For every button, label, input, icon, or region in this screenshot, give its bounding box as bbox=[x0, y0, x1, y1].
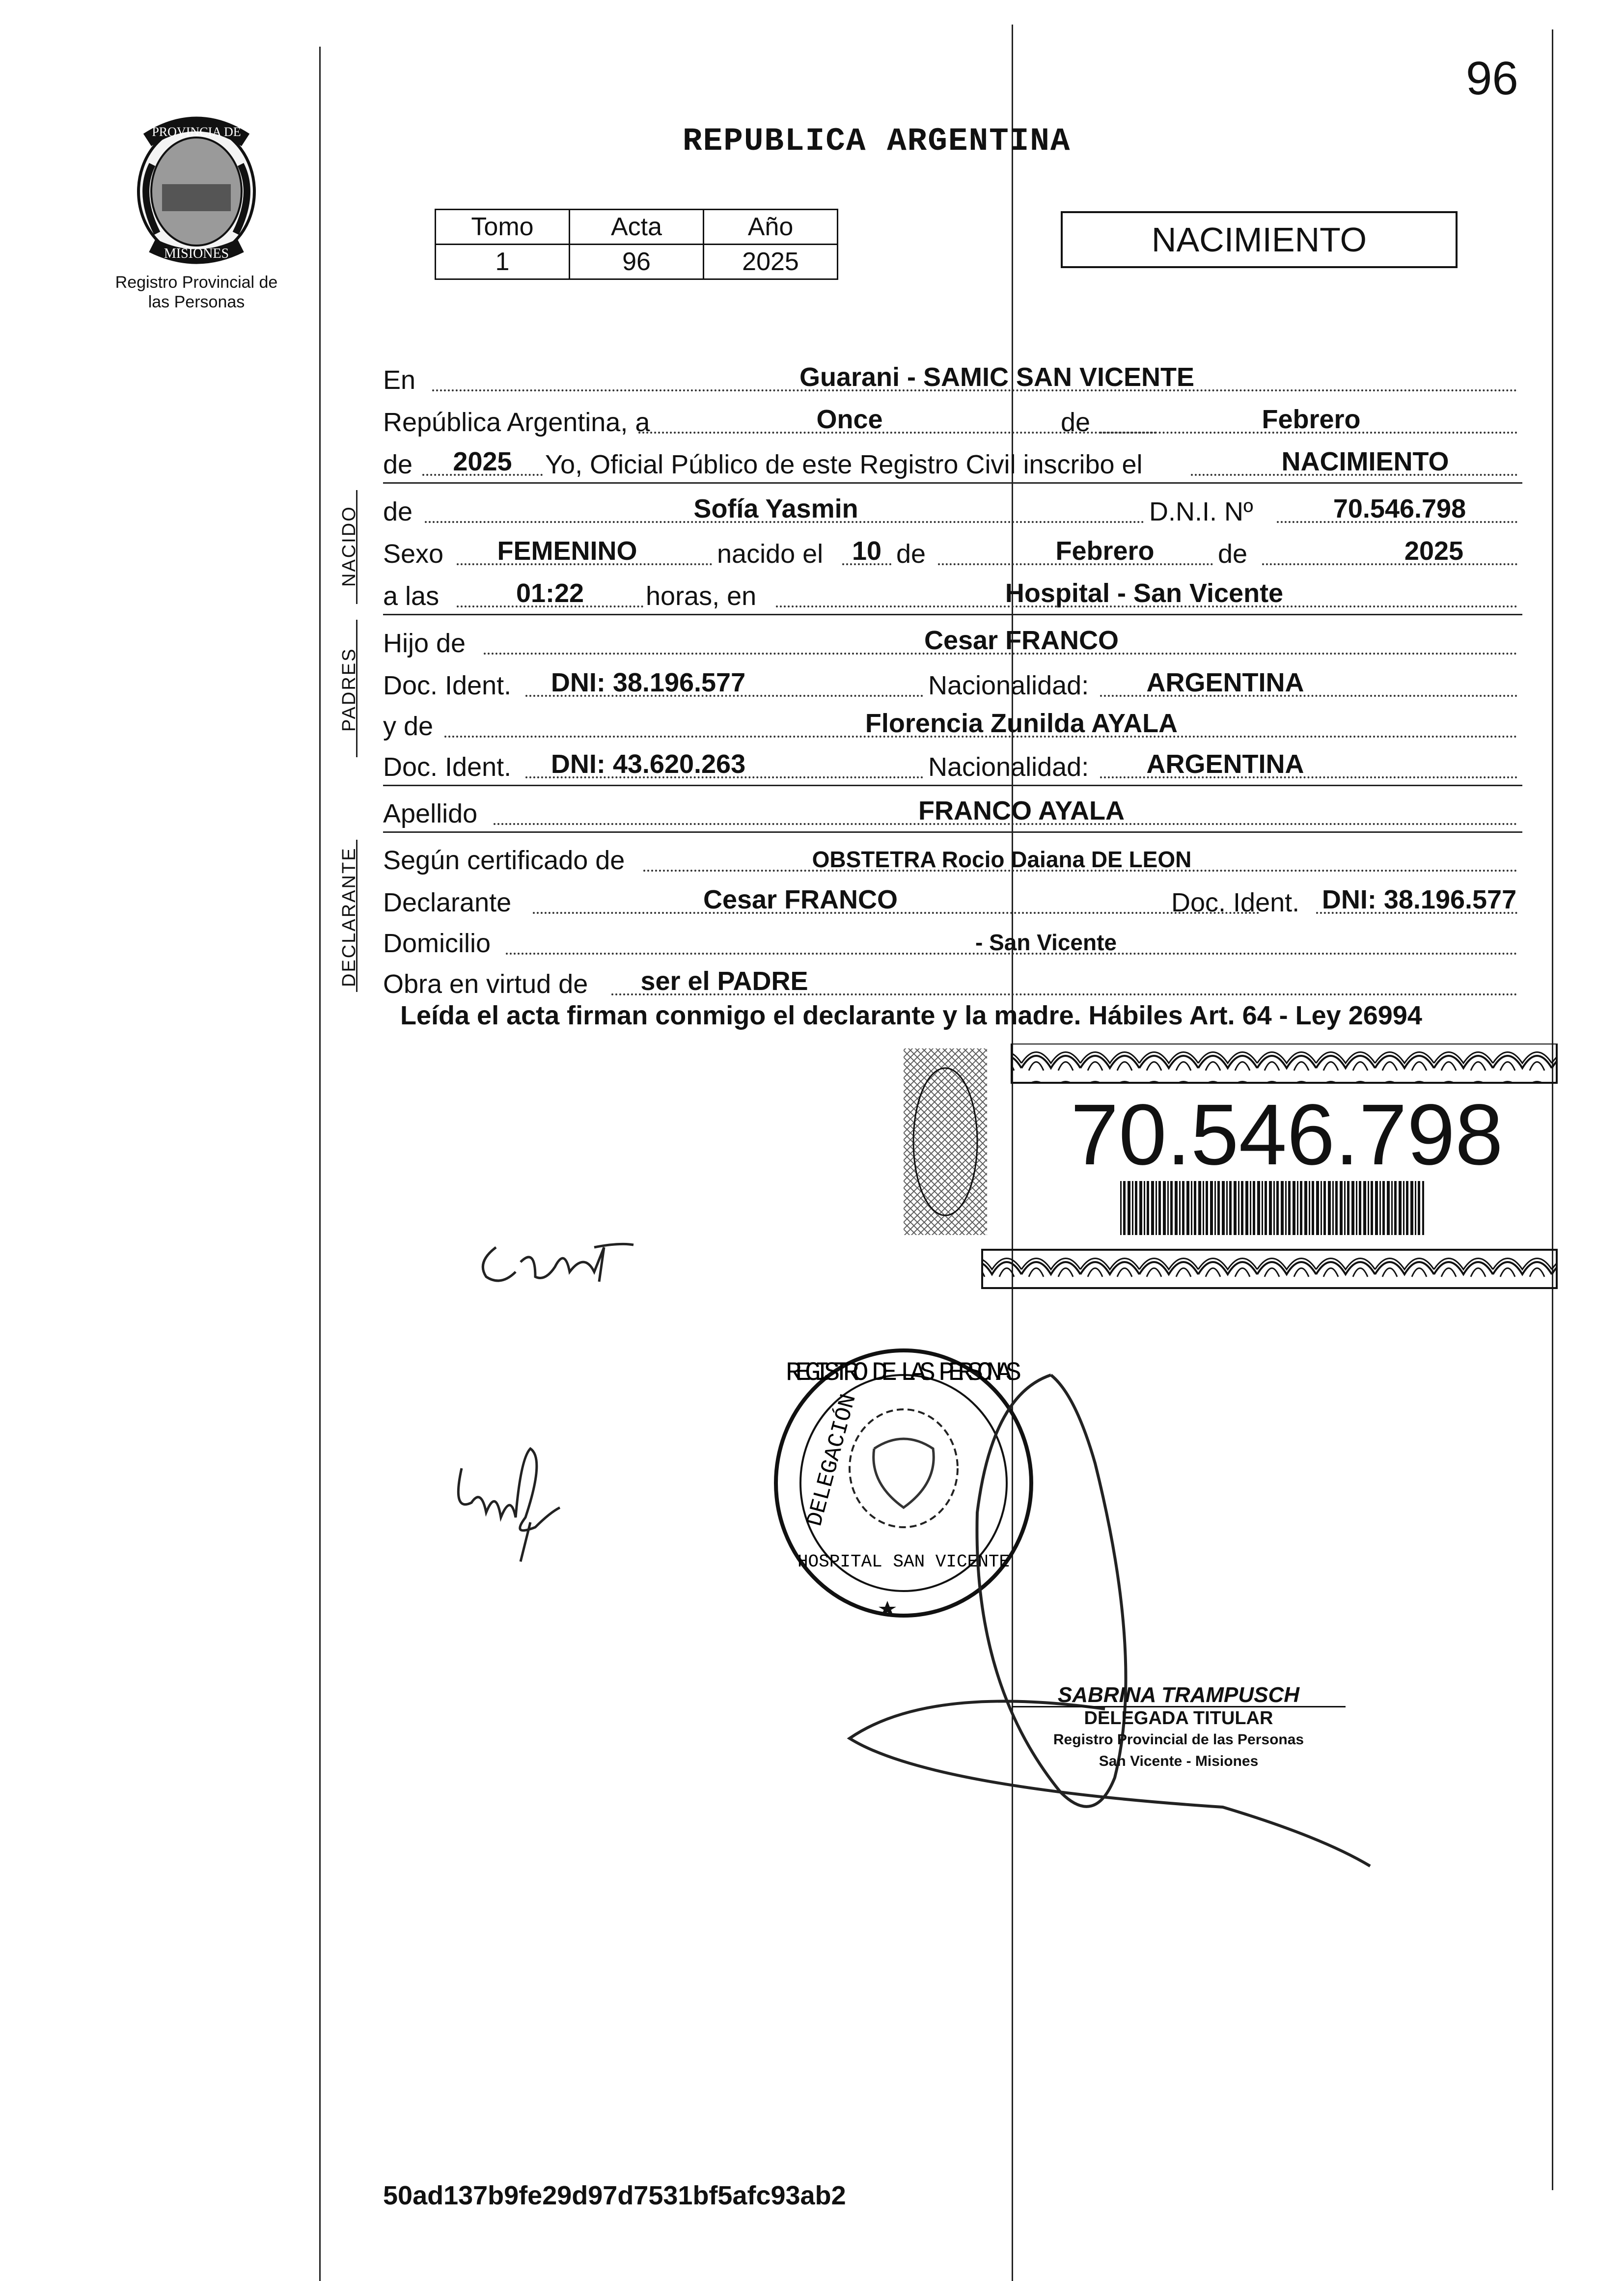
side-label-padres: PADRES bbox=[339, 647, 359, 732]
signer-role: DELEGADA TITULAR bbox=[1084, 1708, 1273, 1729]
tomo-value: 1 bbox=[436, 245, 570, 279]
declarant-signature bbox=[471, 1218, 678, 1301]
label-sexo: Sexo bbox=[383, 539, 444, 569]
row-nombre bbox=[383, 484, 1522, 527]
acta-header: Acta bbox=[570, 210, 704, 245]
svg-text:REGISTRO DE LAS PERSONAS: REGISTRO DE LAS PERSONAS bbox=[786, 1358, 1021, 1388]
svg-text:MISIONES: MISIONES bbox=[164, 246, 229, 261]
label-apellido: Apellido bbox=[383, 799, 478, 828]
row-hora bbox=[383, 568, 1522, 611]
value-declarante-doc: DNI: 38.196.577 bbox=[1321, 885, 1517, 914]
province-coat-of-arms-logo bbox=[118, 110, 275, 268]
svg-text:HOSPITAL SAN VICENTE: HOSPITAL SAN VICENTE bbox=[797, 1552, 1010, 1572]
tomo-header: Tomo bbox=[436, 210, 570, 245]
value-madre: Florencia Zunilda AYALA bbox=[865, 709, 1178, 738]
value-anio-nac: 2025 bbox=[1404, 536, 1464, 566]
identity-number: 70.546.798 bbox=[1071, 1087, 1503, 1183]
label-hijo-de: Hijo de bbox=[383, 629, 466, 658]
label-de-mes-nac: de bbox=[896, 539, 926, 569]
closing-legend: Leída el acta firman conmigo el declarante y la madre. Hábiles Art. 64 - Ley 26994 bbox=[400, 1001, 1422, 1030]
label-obra: Obra en virtud de bbox=[383, 969, 588, 999]
value-hora: 01:22 bbox=[516, 578, 584, 608]
mother-signature bbox=[442, 1439, 589, 1566]
anio-header: Año bbox=[704, 210, 838, 245]
label-republica: República Argentina, a bbox=[383, 408, 650, 437]
label-horas: horas, en bbox=[646, 581, 757, 611]
official-signature-flourish bbox=[830, 1365, 1380, 1876]
value-padre: Cesar FRANCO bbox=[924, 626, 1119, 655]
label-domicilio: Domicilio bbox=[383, 929, 491, 958]
barcode bbox=[1120, 1181, 1424, 1235]
act-type-box: NACIMIENTO bbox=[1061, 211, 1458, 268]
value-dia-nac: 10 bbox=[852, 536, 882, 566]
label-y-de: y de bbox=[383, 712, 434, 741]
row-fecha bbox=[383, 394, 1522, 438]
row-padre bbox=[383, 615, 1522, 659]
value-lugar: Guarani - SAMIC SAN VICENTE bbox=[799, 362, 1195, 392]
value-dni: 70.546.798 bbox=[1333, 494, 1466, 523]
row-lugar bbox=[383, 352, 1522, 395]
value-apellido: FRANCO AYALA bbox=[918, 796, 1125, 825]
left-margin-rule bbox=[319, 47, 321, 2281]
label-de-nombre: de bbox=[383, 497, 413, 526]
value-madre-nac: ARGENTINA bbox=[1146, 749, 1304, 779]
label-a-las: a las bbox=[383, 581, 440, 611]
row-certificado bbox=[383, 832, 1522, 876]
label-yo: Yo, Oficial Público de este Registro Civil inscribo el bbox=[545, 450, 1143, 479]
signer-place: San Vicente - Misiones bbox=[1099, 1753, 1259, 1769]
registry-caption: Registro Provincial de las Personas bbox=[115, 273, 278, 311]
value-madre-doc: DNI: 43.620.263 bbox=[551, 749, 746, 779]
label-de-mes: de bbox=[1061, 408, 1091, 437]
value-virtud: ser el PADRE bbox=[640, 966, 808, 996]
label-en: En bbox=[383, 365, 416, 395]
label-doc-ident-declarante: Doc. Ident. bbox=[1171, 888, 1300, 917]
value-mes-nac: Febrero bbox=[1055, 536, 1155, 566]
label-doc-ident-madre: Doc. Ident. bbox=[383, 752, 512, 782]
row-declarante bbox=[383, 875, 1522, 918]
signer-name: SABRINA TRAMPUSCH bbox=[1012, 1684, 1346, 1707]
row-madre-doc bbox=[383, 739, 1522, 782]
value-declarante: Cesar FRANCO bbox=[703, 885, 898, 914]
official-signature-block bbox=[1012, 1684, 1346, 1772]
value-sexo: FEMENINO bbox=[497, 536, 637, 566]
label-doc-ident-padre: Doc. Ident. bbox=[383, 671, 512, 700]
signer-org: Registro Provincial de las Personas bbox=[1053, 1731, 1304, 1748]
reference-table bbox=[435, 209, 838, 280]
value-nombre: Sofía Yasmin bbox=[693, 494, 858, 523]
side-label-nacido: NACIDO bbox=[339, 505, 359, 587]
svg-text:PROVINCIA DE: PROVINCIA DE bbox=[152, 125, 241, 139]
value-domicilio: - San Vicente bbox=[975, 930, 1117, 955]
row-apellido bbox=[383, 786, 1522, 829]
value-dia: Once bbox=[816, 405, 883, 434]
row-inscripcion bbox=[383, 437, 1522, 480]
label-de-anio-nac: de bbox=[1218, 539, 1248, 569]
label-declarante: Declarante bbox=[383, 888, 512, 917]
row-domicilio bbox=[383, 915, 1522, 959]
row-madre bbox=[383, 698, 1522, 742]
value-padre-nac: ARGENTINA bbox=[1146, 668, 1304, 697]
label-nacionalidad-padre: Nacionalidad: bbox=[928, 671, 1089, 700]
value-anio: 2025 bbox=[453, 447, 512, 476]
label-nacionalidad-madre: Nacionalidad: bbox=[928, 752, 1089, 782]
side-label-declarante: DECLARANTE bbox=[339, 847, 359, 987]
value-padre-doc: DNI: 38.196.577 bbox=[551, 668, 746, 697]
document-title: REPUBLICA ARGENTINA bbox=[683, 123, 1071, 160]
label-dni: D.N.I. Nº bbox=[1149, 497, 1253, 526]
row-virtud bbox=[383, 956, 1522, 999]
value-acto: NACIMIENTO bbox=[1281, 447, 1449, 476]
label-segun: Según certificado de bbox=[383, 846, 625, 875]
value-lugar-nac: Hospital - San Vicente bbox=[1005, 578, 1284, 608]
row-sexo bbox=[383, 526, 1522, 569]
row-padre-doc bbox=[383, 658, 1522, 701]
document-hash: 50ad137b9fe29d97d7531bf5afc93ab2 bbox=[383, 2181, 846, 2210]
value-certificado: OBSTETRA Rocio Daiana DE LEON bbox=[812, 847, 1192, 872]
value-mes: Febrero bbox=[1262, 405, 1361, 434]
acta-value: 96 bbox=[570, 245, 704, 279]
svg-text:DELEGACIÓN: DELEGACIÓN bbox=[802, 1391, 862, 1529]
label-nacido: nacido el bbox=[717, 539, 824, 569]
label-de-anio: de bbox=[383, 450, 413, 479]
page-number: 96 bbox=[1466, 52, 1518, 105]
anio-value: 2025 bbox=[704, 245, 838, 279]
